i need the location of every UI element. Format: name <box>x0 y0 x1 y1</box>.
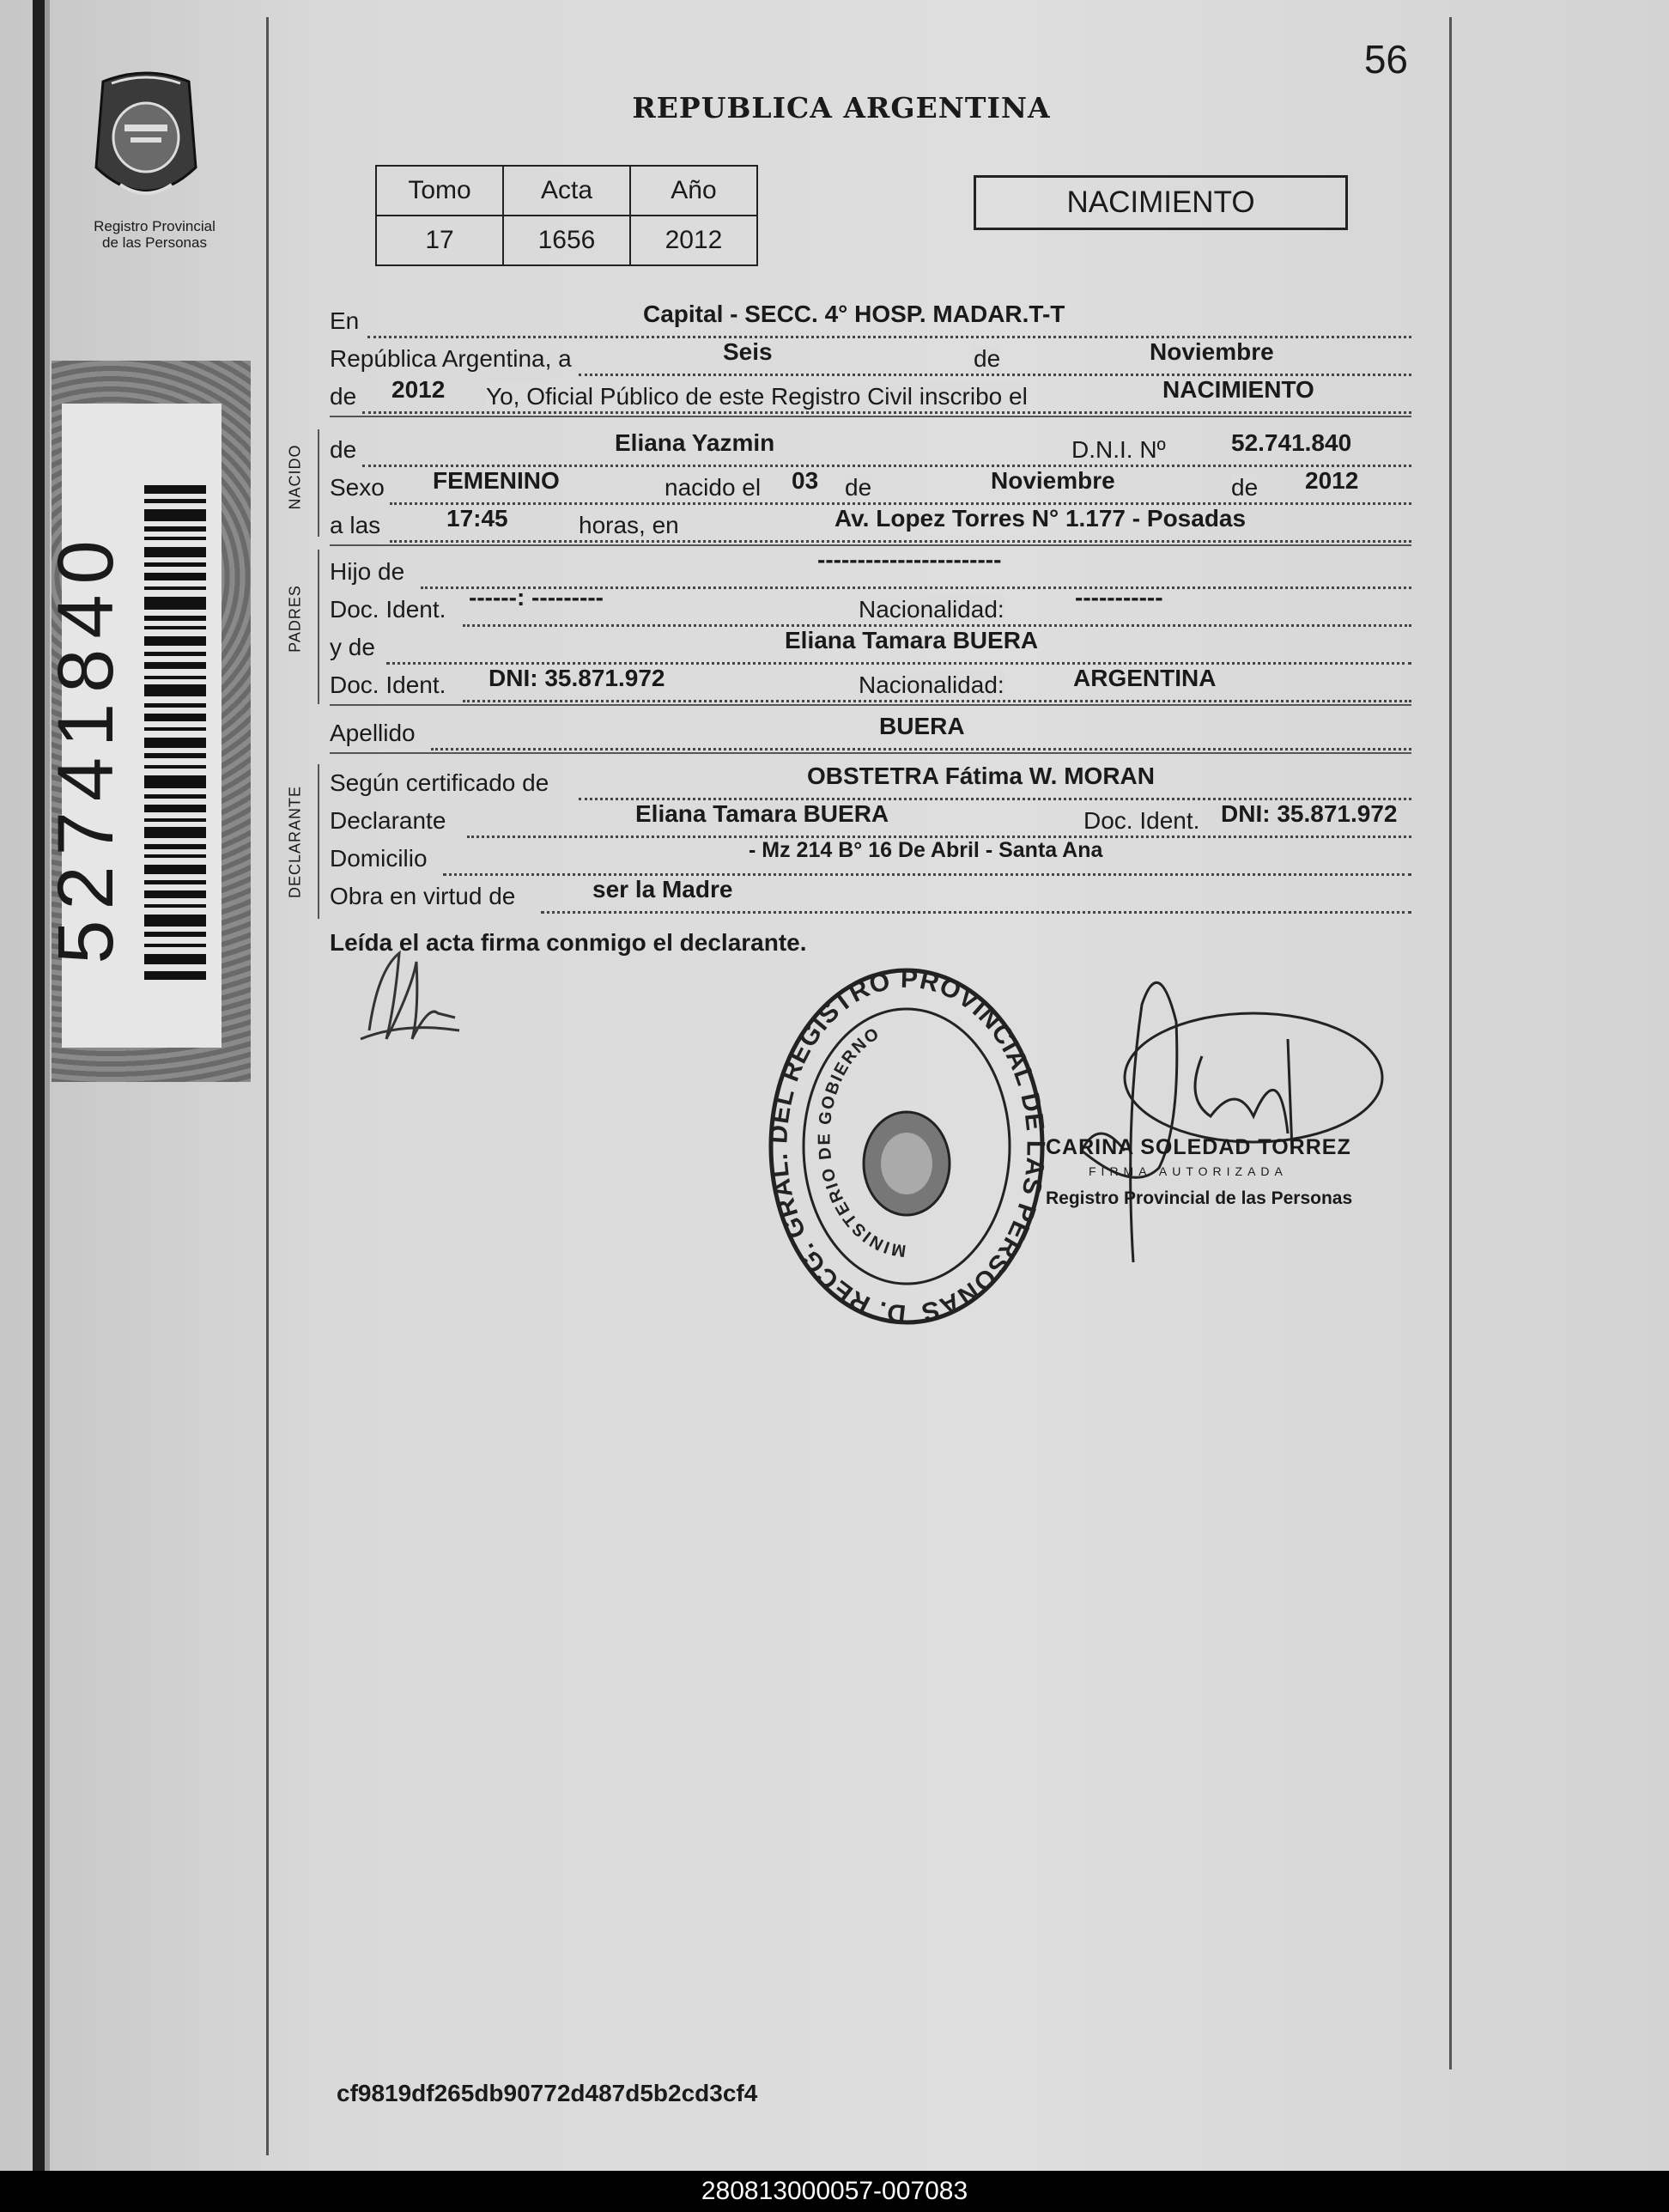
label-de-mes: de <box>845 474 872 501</box>
value-padre-nacionalidad: ----------- <box>1075 584 1163 611</box>
dotted-line <box>443 873 1411 876</box>
issuer-caption-line2: de las Personas <box>102 234 207 251</box>
value-anio-nacimiento: 2012 <box>1305 467 1359 494</box>
value-anio-inscripcion: 2012 <box>391 376 446 403</box>
value-domicilio: - Mz 214 B° 16 De Abril - Santa Ana <box>749 838 1103 862</box>
value-padre: ----------------------- <box>817 546 1002 573</box>
value-hora: 17:45 <box>446 505 508 532</box>
barcode-number: 52741840 <box>42 530 130 964</box>
value-certificado: OBSTETRA Fátima W. MORAN <box>807 763 1155 789</box>
label-en: En <box>330 307 360 334</box>
section-divider <box>330 416 1411 417</box>
dotted-line <box>541 911 1411 914</box>
document-title: REPUBLICA ARGENTINA <box>632 91 1051 125</box>
label-de: de <box>974 345 1001 372</box>
registry-header-tomo: Tomo <box>376 166 503 216</box>
officer-name: CARINA SOLEDAD TORREZ <box>1046 1135 1351 1159</box>
row-sexo <box>330 467 1411 508</box>
registry-value-acta: 1656 <box>503 216 630 265</box>
registry-header-acta: Acta <box>503 166 630 216</box>
registry-header-anio: Año <box>630 166 757 216</box>
side-label-declarante: DECLARANTE <box>286 785 304 899</box>
row-fecha-inscripcion <box>330 338 1411 380</box>
label-apellido: Apellido <box>330 720 416 746</box>
value-padre-doc: ------: --------- <box>469 584 604 611</box>
value-obra: ser la Madre <box>592 876 733 902</box>
declarante-bracket <box>318 764 319 919</box>
registry-value-tomo: 17 <box>376 216 503 265</box>
registry-value-anio: 2012 <box>630 216 757 265</box>
officer-office: Registro Provincial de las Personas <box>1046 1188 1353 1208</box>
label-a-las: a las <box>330 512 381 538</box>
value-lugar: Capital - SECC. 4° HOSP. MADAR.T-T <box>643 301 1065 327</box>
value-dia-nacimiento: 03 <box>792 467 819 494</box>
label-de-nombre: de <box>330 436 357 463</box>
acta-type-box: NACIMIENTO <box>974 175 1348 230</box>
seal-inner-text: MINISTERIO DE GOBIERNO <box>815 1024 907 1261</box>
label-de2: de <box>330 383 357 410</box>
label-sexo: Sexo <box>330 474 385 501</box>
row-madre-doc <box>330 665 1411 706</box>
row-madre <box>330 627 1411 668</box>
barcode-icon <box>144 485 206 983</box>
label-nacido-el: nacido el <box>665 474 762 501</box>
footer-id: 280813000057-007083 <box>701 2177 968 2205</box>
section-divider <box>330 752 1411 754</box>
dotted-line <box>463 700 1411 702</box>
value-nombre: Eliana Yazmin <box>615 429 775 456</box>
value-dia-inscripcion: Seis <box>723 338 773 365</box>
value-mes-inscripcion: Noviembre <box>1150 338 1274 365</box>
label-republica: República Argentina, a <box>330 345 572 372</box>
label-domicilio: Domicilio <box>330 845 428 872</box>
label-y-de: y de <box>330 634 375 660</box>
value-madre-nacionalidad: ARGENTINA <box>1073 665 1217 691</box>
officer-signature <box>1030 953 1391 1279</box>
row-padre-doc <box>330 584 1411 630</box>
row-declarante <box>330 800 1411 842</box>
value-sexo: FEMENINO <box>433 467 560 494</box>
value-tipo: NACIMIENTO <box>1162 376 1314 403</box>
right-margin-rule <box>1449 17 1452 2069</box>
registry-value-row <box>376 216 757 265</box>
row-inscripcion <box>330 376 1411 417</box>
value-declarante-doc: DNI: 35.871.972 <box>1221 800 1398 827</box>
seal-text: D. RECG. GRAL. DEL REGISTRO PROVINCIAL DE LAS PERSONAS <box>764 964 1050 1328</box>
dotted-line <box>431 748 1411 750</box>
issuer-caption <box>69 218 240 251</box>
label-dni: D.N.I. Nº <box>1071 436 1166 463</box>
label-doc-ident3: Doc. Ident. <box>1083 807 1200 834</box>
label-segun: Según certificado de <box>330 769 549 796</box>
declarant-signature <box>352 936 472 1056</box>
padres-bracket <box>318 550 319 704</box>
label-doc-ident2: Doc. Ident. <box>330 672 446 698</box>
value-lugar-nacimiento: Av. Lopez Torres N° 1.177 - Posadas <box>834 505 1247 532</box>
label-nacionalidad: Nacionalidad: <box>859 596 1004 623</box>
row-apellido <box>330 713 1411 754</box>
label-obra: Obra en virtud de <box>330 883 516 909</box>
label-declarante: Declarante <box>330 807 446 834</box>
label-nacionalidad2: Nacionalidad: <box>859 672 1004 698</box>
row-nombre <box>330 429 1411 471</box>
closing-statement: Leída el acta firma conmigo el declarante. <box>330 929 807 956</box>
row-obra <box>330 876 1411 917</box>
side-label-padres: PADRES <box>286 585 304 653</box>
value-madre-doc: DNI: 35.871.972 <box>489 665 665 691</box>
page-number: 56 <box>1363 37 1408 82</box>
issuer-caption-line1: Registro Provincial <box>94 218 215 234</box>
row-certificado <box>330 763 1411 804</box>
section-divider <box>330 704 1411 706</box>
registry-header-row <box>376 166 757 216</box>
document-hash: cf9819df265db90772d487d5b2cd3cf4 <box>337 2080 758 2106</box>
officer-title: FIRMA AUTORIZADA <box>1089 1164 1288 1178</box>
row-domicilio <box>330 838 1411 879</box>
row-hora-lugar <box>330 505 1411 546</box>
label-doc-ident: Doc. Ident. <box>330 596 446 623</box>
row-lugar <box>330 301 1411 342</box>
value-madre: Eliana Tamara BUERA <box>785 627 1039 653</box>
label-yo-oficial: Yo, Oficial Público de este Registro Civil inscribo el <box>486 383 1028 410</box>
value-declarante: Eliana Tamara BUERA <box>635 800 889 827</box>
value-dni: 52.741.840 <box>1231 429 1352 456</box>
dotted-line <box>362 411 1411 414</box>
value-mes-nacimiento: Noviembre <box>991 467 1115 494</box>
nacido-bracket <box>318 429 319 537</box>
label-horas-en: horas, en <box>579 512 679 538</box>
registry-table <box>375 165 758 266</box>
dotted-line <box>390 540 1411 543</box>
value-apellido: BUERA <box>879 713 965 739</box>
label-de-anio: de <box>1231 474 1259 501</box>
official-seal-icon <box>761 962 1053 1340</box>
provincial-crest-icon <box>86 64 206 219</box>
label-hijo-de: Hijo de <box>330 558 405 585</box>
side-label-nacido: NACIDO <box>286 444 304 510</box>
left-margin-rule <box>266 17 269 2155</box>
